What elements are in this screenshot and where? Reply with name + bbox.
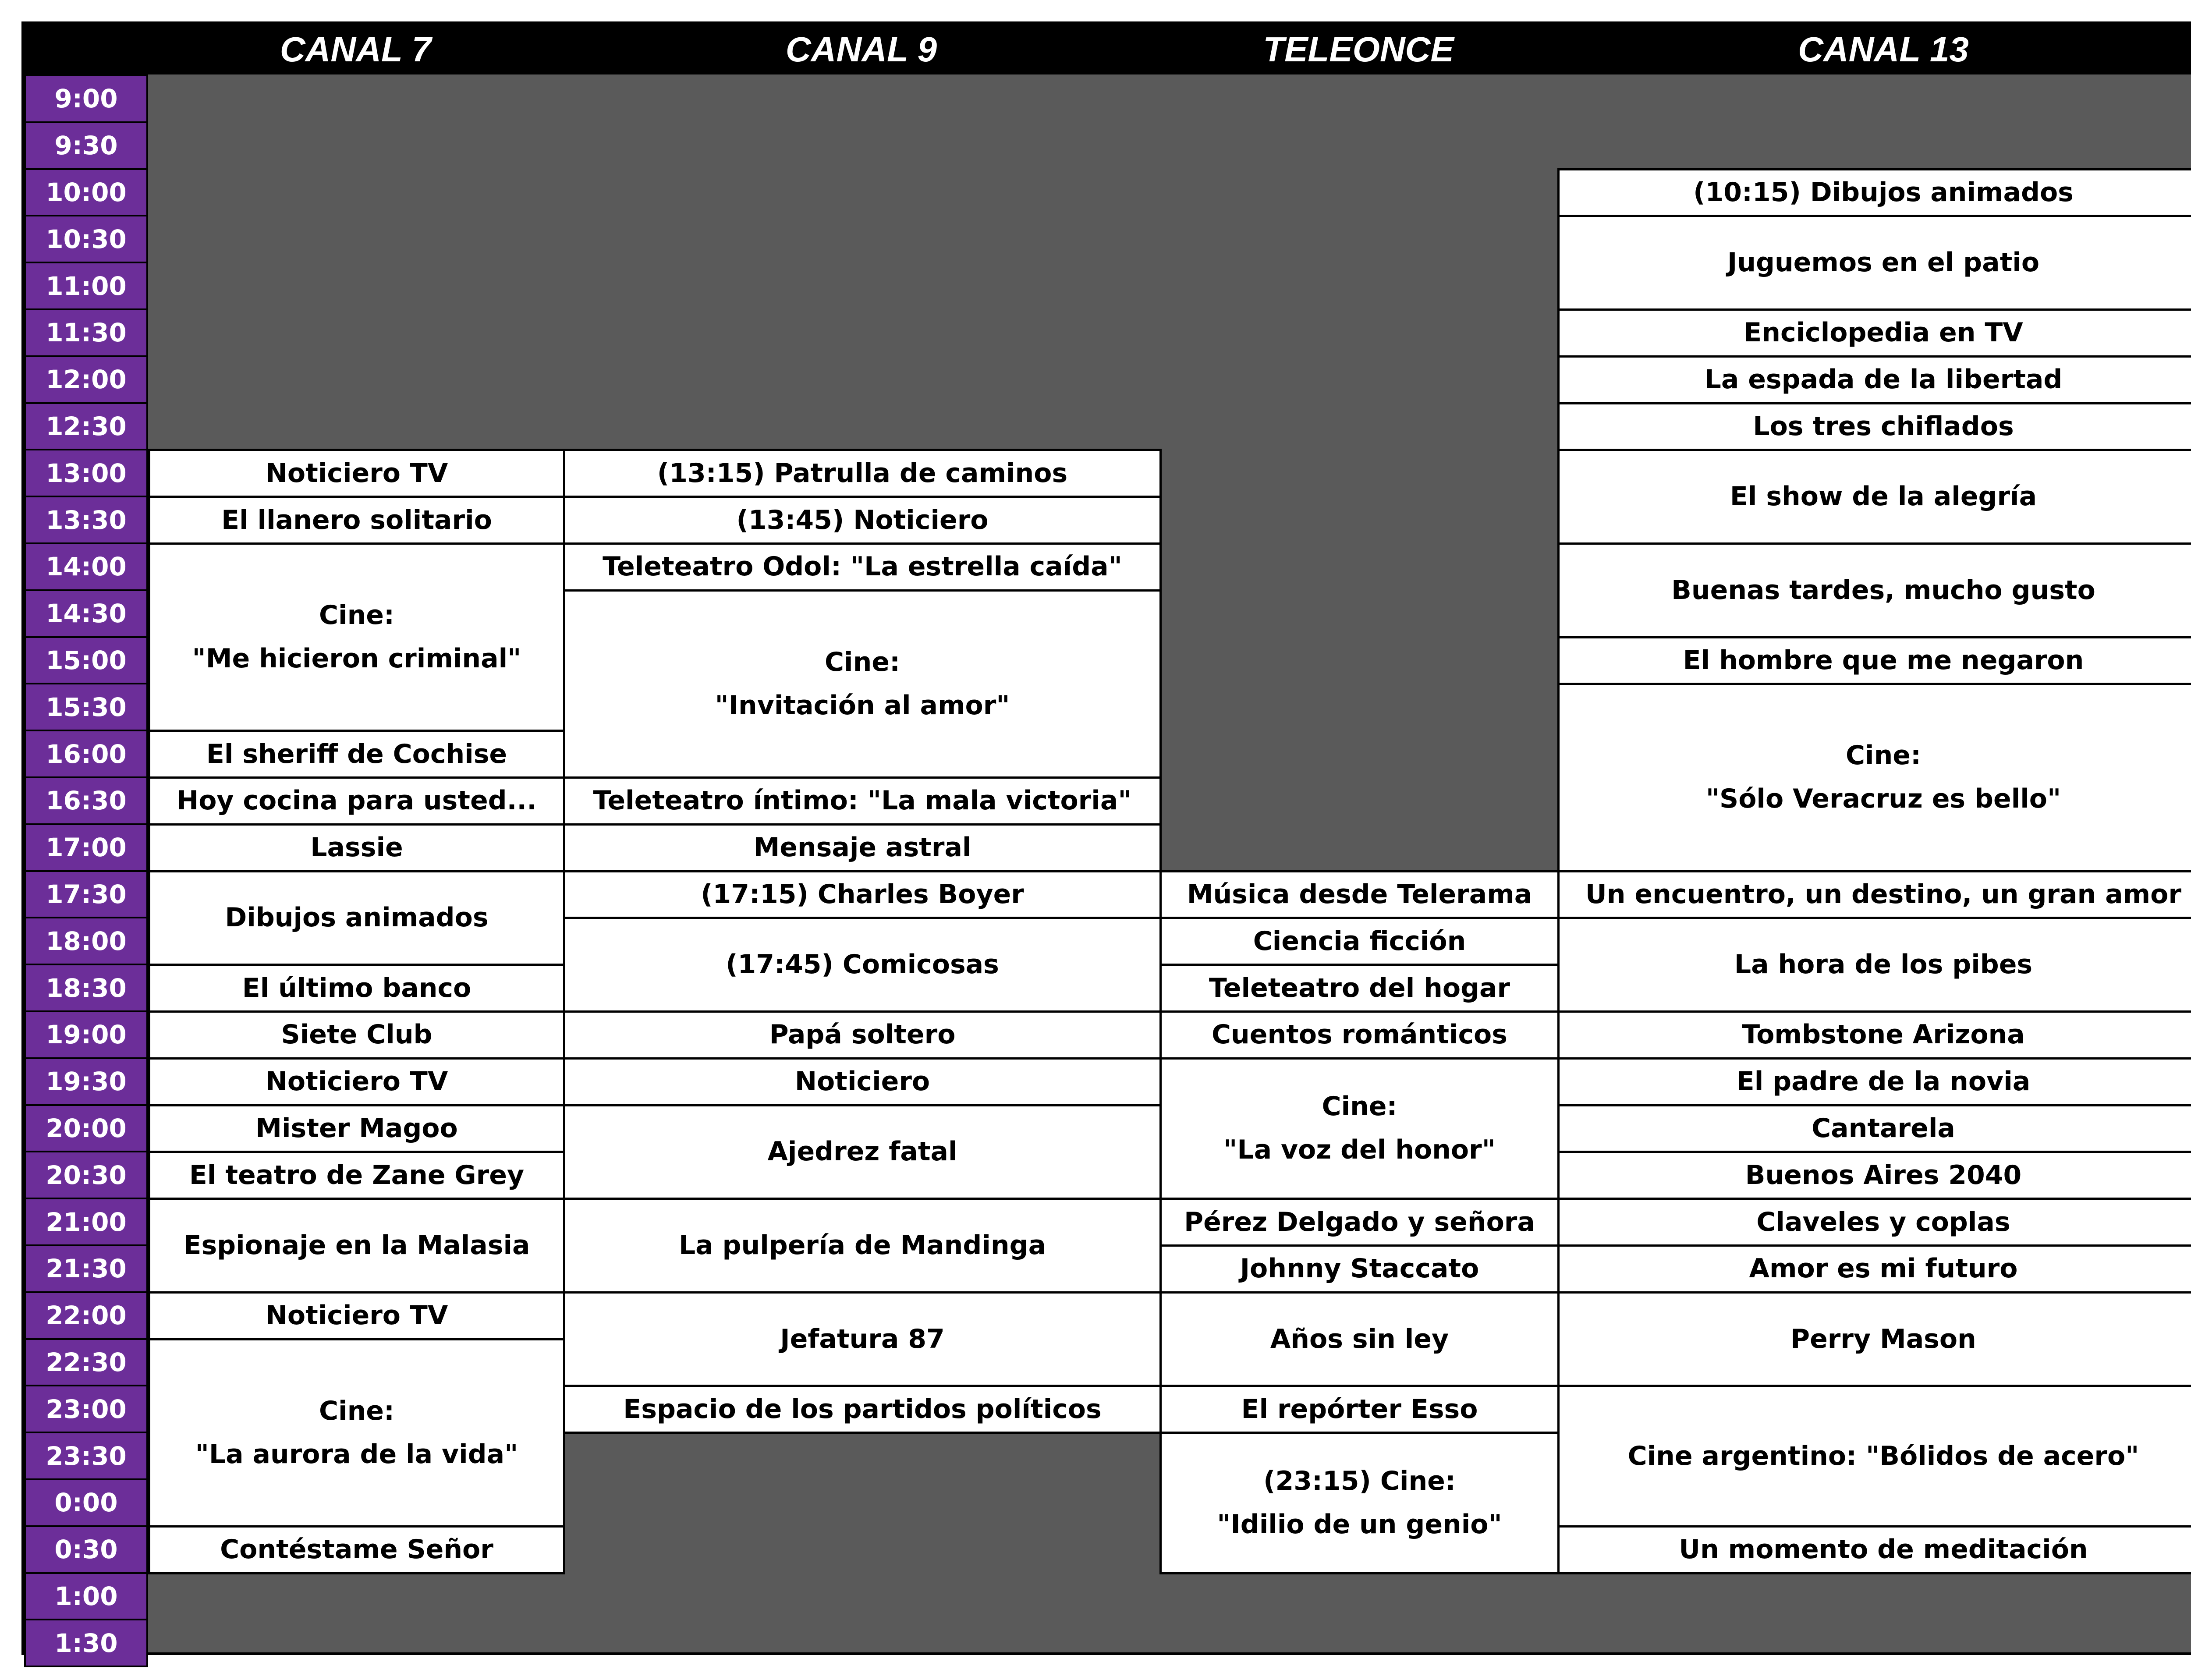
time-slot: 1:00 [24,1572,148,1621]
time-slot: 11:30 [24,308,148,357]
program-cell [563,1010,1162,1060]
program-cell [1557,1385,2191,1527]
time-slot: 13:30 [24,496,148,544]
program-cell [563,542,1162,592]
program-title: Cine: [319,1395,394,1426]
program-cell [1557,870,2191,919]
program-title: Enciclopedia en TV [1744,317,2023,348]
program-cell [148,1338,565,1528]
program-cell [1159,1198,1560,1247]
time-slot: 12:30 [24,402,148,451]
program-cell [148,870,565,966]
channel-header: TELEONCE [1159,24,1557,74]
program-title: Cine argentino: "Bólidos de acero" [1627,1440,2139,1471]
program-title: Buenos Aires 2040 [1745,1159,2022,1191]
time-slot: 21:00 [24,1198,148,1246]
program-title: Espionaje en la Malasia [183,1230,530,1261]
program-title: Buenas tardes, mucho gusto [1671,574,2095,606]
program-title: El hombre que me negaron [1683,645,2084,676]
program-cell [563,870,1162,919]
program-title: El padre de la novia [1736,1066,2031,1097]
program-cell [1159,1244,1560,1294]
program-title: Espacio de los partidos políticos [623,1393,1102,1425]
program-title: "Sólo Veracruz es bello" [1705,783,2061,815]
time-slot: 23:00 [24,1385,148,1433]
program-cell [563,776,1162,826]
program-title: Ajedrez fatal [767,1136,957,1167]
program-title: Cine: [319,600,394,631]
program-cell [148,1057,565,1106]
program-cell [148,496,565,545]
program-title: Noticiero TV [265,1066,448,1097]
program-cell [148,1151,565,1200]
program-cell [1159,1010,1560,1060]
program-title: Noticiero [794,1066,930,1097]
program-title: Papá soltero [769,1019,956,1050]
program-title: (23:15) Cine: [1263,1465,1456,1496]
program-cell [1557,542,2191,638]
program-title: "Idilio de un genio" [1217,1509,1502,1540]
time-slot: 0:30 [24,1525,148,1574]
channel-header: CANAL 9 [563,24,1159,74]
channel-header: CANAL 7 [148,24,563,74]
program-cell [148,823,565,872]
program-title: Cine: [1845,740,1921,771]
program-title: Música desde Telerama [1187,879,1532,910]
program-title: Cuentos románticos [1212,1019,1507,1050]
program-cell [1557,449,2191,545]
program-cell [563,1198,1162,1294]
program-cell [563,1057,1162,1106]
time-slot: 1:30 [24,1619,148,1667]
schedule-grid [21,21,2191,1658]
program-title: Mister Magoo [255,1113,458,1144]
program-cell [1557,215,2191,311]
program-cell [1159,1057,1560,1200]
program-title: Siete Club [281,1019,433,1050]
program-cell [148,542,565,732]
time-slot: 12:00 [24,355,148,404]
program-cell [148,449,565,498]
program-cell [148,1010,565,1060]
time-slot: 14:00 [24,542,148,591]
program-cell [1557,1151,2191,1200]
program-title: Ciencia ficción [1253,925,1466,957]
time-slot: 16:00 [24,730,148,778]
program-title: El show de la alegría [1730,481,2037,512]
time-slot: 22:30 [24,1338,148,1387]
program-title: Hoy cocina para usted... [177,785,537,816]
program-title: Los tres chiflados [1753,411,2014,442]
program-title: Teleteatro Odol: "La estrella caída" [603,551,1122,582]
program-cell [563,449,1162,498]
program-title: El llanero solitario [221,504,492,535]
program-title: Noticiero TV [265,457,448,489]
program-cell [1557,1525,2191,1574]
program-title: (10:15) Dibujos animados [1693,177,2074,208]
program-title: Johnny Staccato [1240,1253,1479,1284]
program-cell [1557,402,2191,451]
time-slot: 10:00 [24,168,148,217]
program-title: La espada de la libertad [1704,364,2063,395]
program-cell [563,1385,1162,1434]
program-cell [148,1291,565,1340]
program-cell [563,589,1162,779]
time-slot: 11:00 [24,262,148,310]
program-title: (13:15) Patrulla de caminos [657,457,1068,489]
channel-header: CANAL 13 [1557,24,2191,74]
program-title: Un encuentro, un destino, un gran amor [1585,879,2181,910]
program-cell [1557,168,2191,217]
program-cell [1159,1432,1560,1574]
program-title: "La voz del honor" [1223,1134,1496,1166]
program-title: Cine: [824,646,900,677]
program-title: Perry Mason [1790,1323,1976,1354]
time-slot: 21:30 [24,1244,148,1293]
program-title: Dibujos animados [225,902,489,933]
time-slot: 14:30 [24,589,148,638]
program-title: Lassie [310,832,403,863]
program-cell [148,1198,565,1294]
program-title: Tombstone Arizona [1742,1019,2025,1050]
program-cell [563,917,1162,1013]
program-cell [148,1104,565,1153]
program-cell [1557,917,2191,1013]
program-cell [1159,1291,1560,1387]
program-cell [1159,1385,1560,1434]
program-title: Jefatura 87 [780,1323,945,1354]
program-title: (13:45) Noticiero [736,504,989,535]
time-slot: 15:30 [24,683,148,731]
time-slot: 13:00 [24,449,148,497]
time-slot: 20:00 [24,1104,148,1153]
program-cell [1159,870,1560,919]
program-cell [563,1291,1162,1387]
program-cell [1557,1198,2191,1247]
program-title: "La aurora de la vida" [195,1439,518,1470]
program-title: Teleteatro del hogar [1209,972,1510,1003]
program-cell [1159,917,1560,966]
time-slot: 19:00 [24,1010,148,1059]
program-cell [148,964,565,1013]
time-slot: 17:30 [24,870,148,919]
time-slot: 20:30 [24,1151,148,1199]
program-cell [563,1104,1162,1200]
time-slot: 15:00 [24,636,148,685]
program-title: Juguemos en el patio [1727,247,2040,278]
program-cell [1557,308,2191,358]
program-cell [1557,1010,2191,1060]
program-title: El repórter Esso [1241,1393,1478,1425]
program-title: El teatro de Zane Grey [189,1159,525,1191]
program-title: (17:45) Comicosas [726,949,999,980]
time-slot: 22:00 [24,1291,148,1340]
time-slot: 19:30 [24,1057,148,1106]
program-cell [148,1525,565,1574]
program-title: El sheriff de Cochise [206,738,507,769]
program-title: Claveles y coplas [1756,1206,2010,1237]
time-slot: 9:30 [24,121,148,170]
program-cell [1557,1291,2191,1387]
program-cell [563,496,1162,545]
program-title: "Invitación al amor" [715,690,1010,721]
program-cell [1557,1104,2191,1153]
program-title: Mensaje astral [753,832,971,863]
time-slot: 9:00 [24,74,148,123]
program-title: Un momento de meditación [1679,1534,2088,1565]
program-cell [1557,683,2191,872]
program-title: Años sin ley [1270,1323,1449,1354]
program-title: La hora de los pibes [1734,949,2033,980]
time-slot: 16:30 [24,776,148,825]
program-title: Teleteatro íntimo: "La mala victoria" [593,785,1132,816]
time-slot: 0:00 [24,1478,148,1527]
program-title: Amor es mi futuro [1749,1253,2018,1284]
program-cell [563,823,1162,872]
program-cell [1557,1057,2191,1106]
program-title: Pérez Delgado y señora [1184,1206,1535,1237]
program-title: El último banco [242,972,472,1003]
time-slot: 10:30 [24,215,148,263]
program-title: La pulpería de Mandinga [678,1230,1046,1261]
time-slot: 23:30 [24,1432,148,1480]
program-title: "Me hicieron criminal" [192,643,521,674]
program-title: Cine: [1322,1091,1397,1122]
time-slot: 18:30 [24,964,148,1012]
time-slot: 17:00 [24,823,148,872]
program-cell [1557,355,2191,404]
time-slot: 18:00 [24,917,148,965]
program-cell [1159,964,1560,1013]
program-cell [148,776,565,826]
program-title: Contéstame Señor [220,1534,493,1565]
program-title: Cantarela [1812,1113,1955,1144]
program-title: (17:15) Charles Boyer [701,879,1024,910]
program-cell [1557,1244,2191,1294]
program-cell [1557,636,2191,685]
program-title: Noticiero TV [265,1300,448,1331]
program-cell [148,730,565,779]
